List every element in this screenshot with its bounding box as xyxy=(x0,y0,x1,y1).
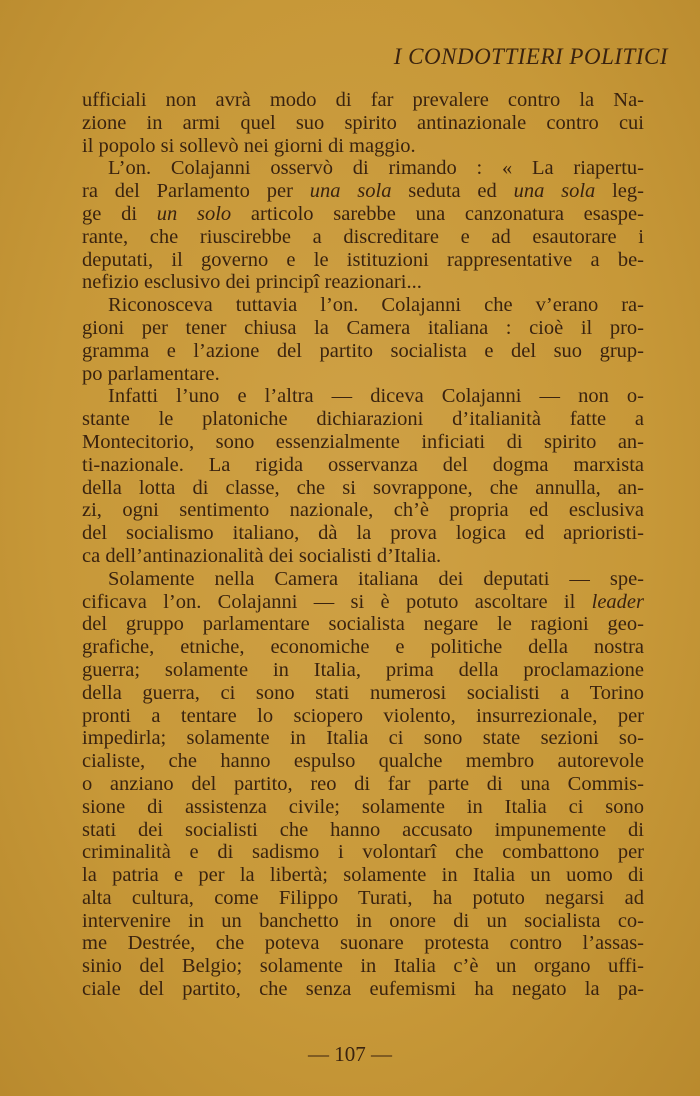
text-line xyxy=(82,910,644,933)
page-number: — 107 — xyxy=(308,1042,392,1066)
text-line xyxy=(82,636,644,659)
text-segment: ufficiali non avrà modo di far prevalere contro la Na- xyxy=(82,89,644,111)
text-segment: L’on. Colajanni osservò di rimando : « La riapertu- xyxy=(108,157,644,180)
text-segment: gioni per tener chiusa la Camera italiana : cioè il pro- xyxy=(82,316,644,339)
text-segment: ge di xyxy=(82,202,157,225)
text-line xyxy=(82,659,644,682)
text-segment: il popolo si sollevò nei giorni di maggio. xyxy=(82,134,416,157)
text-line xyxy=(82,363,644,386)
text-segment: rante, che riuscirebbe a discreditare e ad esautorare i xyxy=(82,225,644,248)
text-line xyxy=(82,682,644,705)
text-segment: intervenire in un banchetto in onore di un socialista co- xyxy=(82,909,644,932)
text-line xyxy=(82,454,644,477)
text-segment: seduta ed xyxy=(391,180,514,203)
text-segment: ra del Parlamento per xyxy=(82,180,310,203)
text-line xyxy=(82,545,644,568)
text-segment: criminalità e di sadismo i volontarî che combattono per xyxy=(82,841,644,864)
text-line xyxy=(82,773,644,796)
text-segment: Riconosceva tuttavia l’on. Colajanni che v’erano ra- xyxy=(108,294,644,317)
italic-text: un solo xyxy=(156,202,232,225)
text-segment: la patria e per la libertà; solamente in Italia un uomo di xyxy=(82,864,644,887)
text-line xyxy=(82,112,644,135)
text-line xyxy=(82,978,644,1001)
text-line xyxy=(82,249,644,272)
text-line xyxy=(82,932,644,955)
text-segment: Montecitorio, sono essenzialmente inficiati di spirito an- xyxy=(82,430,644,453)
text-segment: stante le platoniche dichiarazioni d’italianità fatte a xyxy=(82,408,644,431)
text-line xyxy=(82,819,644,842)
text-segment: alta cultura, come Filippo Turati, ha potuto negarsi ad xyxy=(82,886,644,909)
text-line xyxy=(82,887,644,910)
text-segment: della guerra, ci sono stati numerosi socialisti a Torino xyxy=(82,681,644,704)
text-segment: ca dell’antinazionalità dei socialisti d’Italia. xyxy=(82,544,442,567)
text-segment: Infatti l’uno e l’altra — diceva Colajanni — non o- xyxy=(108,385,644,408)
text-segment: della lotta di classe, che si sovrappone, che annulla, an- xyxy=(82,476,644,499)
text-line xyxy=(82,568,644,591)
italic-text: una sola xyxy=(513,180,596,203)
text-segment: ciale del partito, che senza eufemismi ha negato la pa- xyxy=(82,978,644,1001)
text-segment: cialiste, che hanno espulso qualche membro autorevole xyxy=(82,750,644,773)
text-segment: zione in armi quel suo spirito antinazionale contro cui xyxy=(82,111,644,134)
running-header: I CONDOTTIERI POLITICI xyxy=(393,44,668,69)
text-segment: leg- xyxy=(595,180,644,203)
text-line xyxy=(82,408,644,431)
text-segment: nefizio esclusivo dei principî reazionari... xyxy=(82,271,422,294)
text-segment: me Destrée, che poteva suonare protesta contro l’assas- xyxy=(82,932,644,955)
text-line xyxy=(82,727,644,750)
text-line xyxy=(82,89,644,112)
text-line xyxy=(82,340,644,363)
text-segment: gramma e l’azione del partito socialista e del suo grup- xyxy=(82,339,644,362)
italic-text: una sola xyxy=(309,180,392,203)
text-segment: grafiche, etniche, economiche e politiche della nostra xyxy=(82,636,644,659)
text-line xyxy=(82,613,644,636)
text-line xyxy=(82,864,644,887)
text-segment: o anziano del partito, reo di far parte di una Commis- xyxy=(82,772,644,795)
text-line xyxy=(82,841,644,864)
italic-text: leader xyxy=(591,590,644,613)
text-segment: cificava l’on. Colajanni — si è potuto ascoltare il xyxy=(82,590,592,613)
text-segment: del gruppo parlamentare socialista negare le ragioni geo- xyxy=(82,613,644,636)
text-segment: articolo sarebbe una canzonatura esaspe- xyxy=(231,202,644,225)
text-line xyxy=(82,522,644,545)
text-line xyxy=(82,180,644,203)
text-segment: pronti a tentare lo sciopero violento, insurrezionale, per xyxy=(82,704,644,727)
text-segment: po parlamentare. xyxy=(82,362,220,385)
text-line xyxy=(82,477,644,500)
text-line xyxy=(82,294,644,317)
text-line xyxy=(82,271,644,294)
text-line xyxy=(82,135,644,158)
text-segment: sinio del Belgio; solamente in Italia c’è un organo uffi- xyxy=(82,955,644,978)
body-text xyxy=(82,89,644,1001)
text-segment: Solamente nella Camera italiana dei deputati — spe- xyxy=(108,567,644,590)
text-line xyxy=(82,591,644,614)
text-segment: del socialismo italiano, dà la prova logica ed aprioristi- xyxy=(82,522,644,545)
text-line xyxy=(82,499,644,522)
text-segment: sione di assistenza civile; solamente in Italia ci sono xyxy=(82,795,644,818)
text-line xyxy=(82,203,644,226)
text-line xyxy=(82,317,644,340)
text-line xyxy=(82,705,644,728)
text-segment: zi, ogni sentimento nazionale, ch’è propria ed esclusiva xyxy=(82,499,644,522)
text-line xyxy=(82,385,644,408)
text-segment: impedirla; solamente in Italia ci sono state sezioni so- xyxy=(82,727,644,750)
text-line xyxy=(82,955,644,978)
text-segment: stati dei socialisti che hanno accusato impunemente di xyxy=(82,818,644,841)
text-line xyxy=(82,796,644,819)
text-segment: guerra; solamente in Italia, prima della proclamazione xyxy=(82,658,644,681)
text-line xyxy=(82,750,644,773)
text-segment: ti-nazionale. La rigida osservanza del dogma marxista xyxy=(82,453,644,476)
text-line xyxy=(82,226,644,249)
text-line xyxy=(82,157,644,180)
text-segment: deputati, il governo e le istituzioni rappresentative a be- xyxy=(82,248,644,271)
text-line xyxy=(82,431,644,454)
